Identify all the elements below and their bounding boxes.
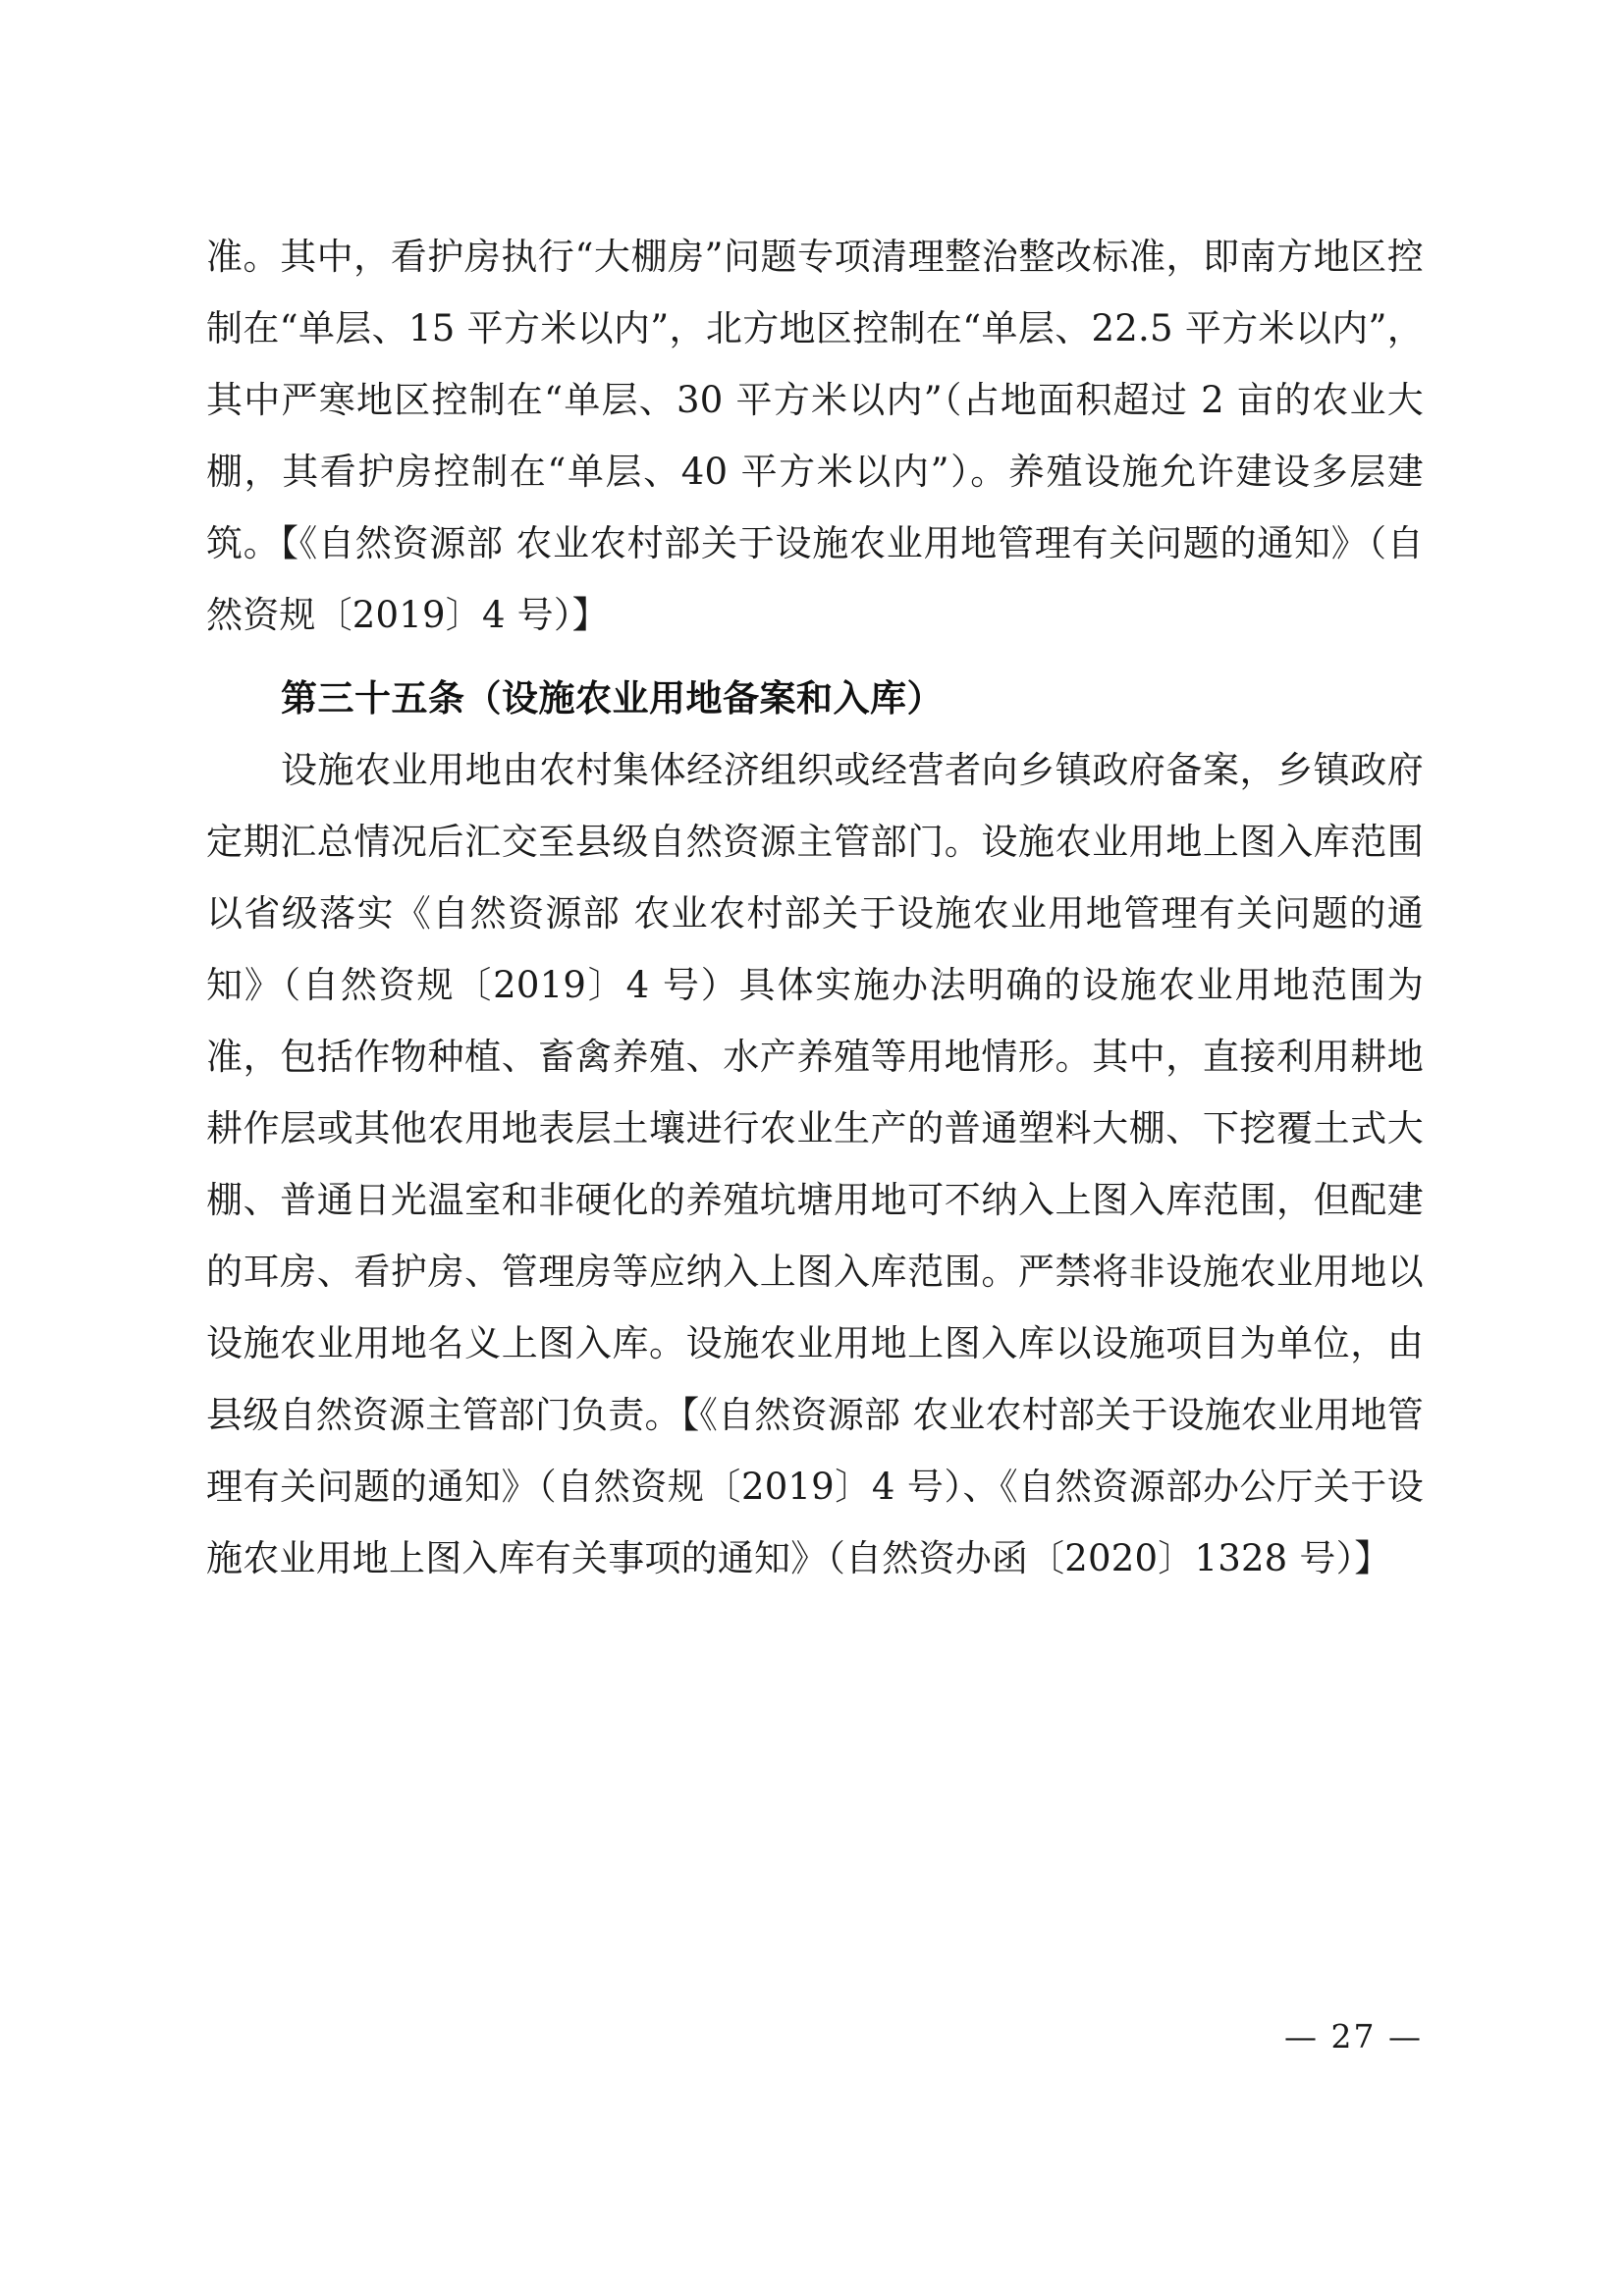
page-number: — 27 — xyxy=(1284,2017,1423,2056)
paragraph-continuation: 准。其中，看护房执行“大棚房”问题专项清理整治整改标准，即南方地区控制在“单层、15 平方米以内”，北方地区控制在“单层、22.5 平方米以内”，其中严寒地区控制在“单层、30 平方米以内”（占地面积超过 2 亩的农业大棚，其看护房控制在“单层、40 平方米以内”）。养殖设施允许建设多层建筑。【《自然资源部 农业农村部关于设施农业用地管理有关问题的通知》（自然资规〔2019〕4 号）】 xyxy=(206,236,1424,636)
article-heading-35: 第三十五条（设施农业用地备案和入库） xyxy=(281,677,944,720)
paragraph-spacer xyxy=(206,651,1424,663)
page-content xyxy=(206,221,1424,1594)
paragraph-article-35-body: 设施农业用地由农村集体经济组织或经营者向乡镇政府备案，乡镇政府定期汇总情况后汇交至县级自然资源主管部门。设施农业用地上图入库范围以省级落实《自然资源部 农业农村部关于设施农业用地管理有关问题的通知》（自然资规〔2019〕4 号）具体实施办法明确的设施农业用地范围为准，包括作物种植、畜禽养殖、水产养殖等用地情形。其中，直接利用耕地耕作层或其他农用地表层土壤进行农业生产的普通塑料大棚、下挖覆土式大棚、普通日光温室和非硬化的养殖坑塘用地可不纳入上图入库范围，但配建的耳房、看护房、管理房等应纳入上图入库范围。严禁将非设施农业用地以设施农业用地名义上图入库。设施农业用地上图入库以设施项目为单位，由县级自然资源主管部门负责。【《自然资源部 农业农村部关于设施农业用地管理有关问题的通知》（自然资规〔2019〕4 号）、《自然资源部办公厅关于设施农业用地上图入库有关事项的通知》（自然资办函〔2020〕1328 号）】 xyxy=(206,749,1424,1579)
